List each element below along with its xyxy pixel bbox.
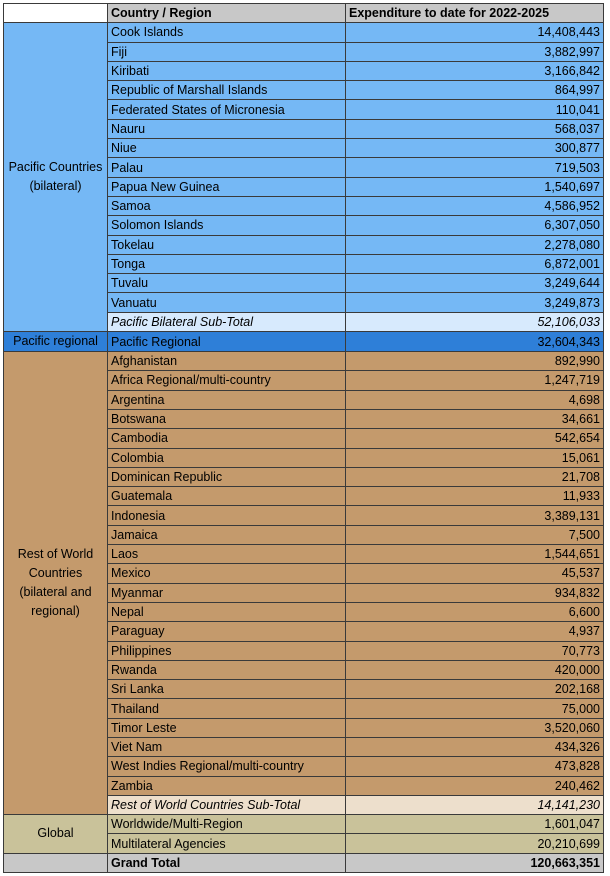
country-region-cell: Timor Leste bbox=[108, 718, 346, 737]
expenditure-value-cell: 934,832 bbox=[346, 583, 604, 602]
country-region-cell: Paraguay bbox=[108, 622, 346, 641]
country-region-cell: Mexico bbox=[108, 564, 346, 583]
header-expenditure: Expenditure to date for 2022-2025 bbox=[346, 4, 604, 23]
country-region-cell: Pacific Bilateral Sub-Total bbox=[108, 312, 346, 331]
expenditure-value-cell: 11,933 bbox=[346, 487, 604, 506]
expenditure-value-cell: 75,000 bbox=[346, 699, 604, 718]
expenditure-value-cell: 3,389,131 bbox=[346, 506, 604, 525]
grand-total-label: Grand Total bbox=[108, 853, 346, 872]
header-country-region: Country / Region bbox=[108, 4, 346, 23]
country-region-cell: Republic of Marshall Islands bbox=[108, 81, 346, 100]
country-region-cell: Federated States of Micronesia bbox=[108, 100, 346, 119]
expenditure-value-cell: 3,882,997 bbox=[346, 42, 604, 61]
expenditure-value-cell: 14,408,443 bbox=[346, 23, 604, 42]
country-region-cell: Philippines bbox=[108, 641, 346, 660]
expenditure-value-cell: 21,708 bbox=[346, 467, 604, 486]
country-region-cell: Rwanda bbox=[108, 660, 346, 679]
expenditure-value-cell: 568,037 bbox=[346, 119, 604, 138]
expenditure-value-cell: 420,000 bbox=[346, 660, 604, 679]
expenditure-value-cell: 20,210,699 bbox=[346, 834, 604, 853]
expenditure-value-cell: 45,537 bbox=[346, 564, 604, 583]
country-region-cell: Cambodia bbox=[108, 429, 346, 448]
country-region-cell: Botswana bbox=[108, 409, 346, 428]
grand-total-value: 120,663,351 bbox=[346, 853, 604, 872]
expenditure-value-cell: 864,997 bbox=[346, 81, 604, 100]
country-region-cell: Colombia bbox=[108, 448, 346, 467]
country-region-cell: Laos bbox=[108, 545, 346, 564]
country-region-cell: Papua New Guinea bbox=[108, 177, 346, 196]
grand-total-blank-cell bbox=[4, 853, 108, 872]
country-region-cell: Tuvalu bbox=[108, 274, 346, 293]
header-row bbox=[4, 4, 604, 23]
expenditure-value-cell: 2,278,080 bbox=[346, 235, 604, 254]
country-region-cell: Cook Islands bbox=[108, 23, 346, 42]
expenditure-value-cell: 202,168 bbox=[346, 680, 604, 699]
country-region-cell: Worldwide/Multi-Region bbox=[108, 815, 346, 834]
country-region-cell: Guatemala bbox=[108, 487, 346, 506]
group-label-pacific-regional: Pacific regional bbox=[4, 332, 108, 352]
expenditure-value-cell: 7,500 bbox=[346, 525, 604, 544]
country-region-cell: Kiribati bbox=[108, 61, 346, 80]
expenditure-value-cell: 240,462 bbox=[346, 776, 604, 795]
country-region-cell: Samoa bbox=[108, 196, 346, 215]
country-region-cell: Sri Lanka bbox=[108, 680, 346, 699]
expenditure-value-cell: 4,698 bbox=[346, 390, 604, 409]
table-row bbox=[4, 23, 604, 42]
expenditure-value-cell: 6,600 bbox=[346, 602, 604, 621]
country-region-cell: Africa Regional/multi-country bbox=[108, 371, 346, 390]
expenditure-value-cell: 32,604,343 bbox=[346, 332, 604, 352]
expenditure-value-cell: 1,544,651 bbox=[346, 545, 604, 564]
expenditure-value-cell: 3,166,842 bbox=[346, 61, 604, 80]
country-region-cell: Tonga bbox=[108, 254, 346, 273]
country-region-cell: Afghanistan bbox=[108, 352, 346, 371]
country-region-cell: Tokelau bbox=[108, 235, 346, 254]
table-row bbox=[4, 332, 604, 352]
table-row bbox=[4, 352, 604, 371]
country-region-cell: Thailand bbox=[108, 699, 346, 718]
expenditure-value-cell: 434,326 bbox=[346, 737, 604, 756]
country-region-cell: Niue bbox=[108, 139, 346, 158]
country-region-cell: Jamaica bbox=[108, 525, 346, 544]
country-region-cell: West Indies Regional/multi-country bbox=[108, 757, 346, 776]
country-region-cell: Myanmar bbox=[108, 583, 346, 602]
expenditure-value-cell: 1,601,047 bbox=[346, 815, 604, 834]
expenditure-value-cell: 34,661 bbox=[346, 409, 604, 428]
expenditure-value-cell: 300,877 bbox=[346, 139, 604, 158]
country-region-cell: Vanuatu bbox=[108, 293, 346, 312]
country-region-cell: Dominican Republic bbox=[108, 467, 346, 486]
country-region-cell: Indonesia bbox=[108, 506, 346, 525]
group-label-pacific-bilateral: Pacific Countries (bilateral) bbox=[4, 23, 108, 332]
group-label-rest-of-world: Rest of World Countries (bilateral and regional) bbox=[4, 352, 108, 815]
country-region-cell: Nauru bbox=[108, 119, 346, 138]
expenditure-value-cell: 15,061 bbox=[346, 448, 604, 467]
expenditure-value-cell: 52,106,033 bbox=[346, 312, 604, 331]
country-region-cell: Solomon Islands bbox=[108, 216, 346, 235]
expenditure-value-cell: 6,307,050 bbox=[346, 216, 604, 235]
expenditure-value-cell: 3,520,060 bbox=[346, 718, 604, 737]
group-label-global: Global bbox=[4, 815, 108, 854]
expenditure-value-cell: 719,503 bbox=[346, 158, 604, 177]
expenditure-value-cell: 3,249,873 bbox=[346, 293, 604, 312]
country-region-cell: Pacific Regional bbox=[108, 332, 346, 352]
expenditure-value-cell: 1,247,719 bbox=[346, 371, 604, 390]
expenditure-value-cell: 4,586,952 bbox=[346, 196, 604, 215]
table-row bbox=[4, 815, 604, 834]
expenditure-value-cell: 473,828 bbox=[346, 757, 604, 776]
header-blank-cell bbox=[4, 4, 108, 23]
expenditure-value-cell: 542,654 bbox=[346, 429, 604, 448]
expenditure-value-cell: 110,041 bbox=[346, 100, 604, 119]
country-region-cell: Rest of World Countries Sub-Total bbox=[108, 795, 346, 814]
expenditure-value-cell: 3,249,644 bbox=[346, 274, 604, 293]
expenditure-value-cell: 14,141,230 bbox=[346, 795, 604, 814]
country-region-cell: Multilateral Agencies bbox=[108, 834, 346, 853]
expenditure-value-cell: 4,937 bbox=[346, 622, 604, 641]
expenditure-table bbox=[3, 3, 604, 873]
country-region-cell: Argentina bbox=[108, 390, 346, 409]
expenditure-value-cell: 892,990 bbox=[346, 352, 604, 371]
grand-total-row bbox=[4, 853, 604, 872]
expenditure-value-cell: 70,773 bbox=[346, 641, 604, 660]
country-region-cell: Zambia bbox=[108, 776, 346, 795]
country-region-cell: Nepal bbox=[108, 602, 346, 621]
expenditure-value-cell: 1,540,697 bbox=[346, 177, 604, 196]
country-region-cell: Viet Nam bbox=[108, 737, 346, 756]
expenditure-value-cell: 6,872,001 bbox=[346, 254, 604, 273]
country-region-cell: Fiji bbox=[108, 42, 346, 61]
country-region-cell: Palau bbox=[108, 158, 346, 177]
